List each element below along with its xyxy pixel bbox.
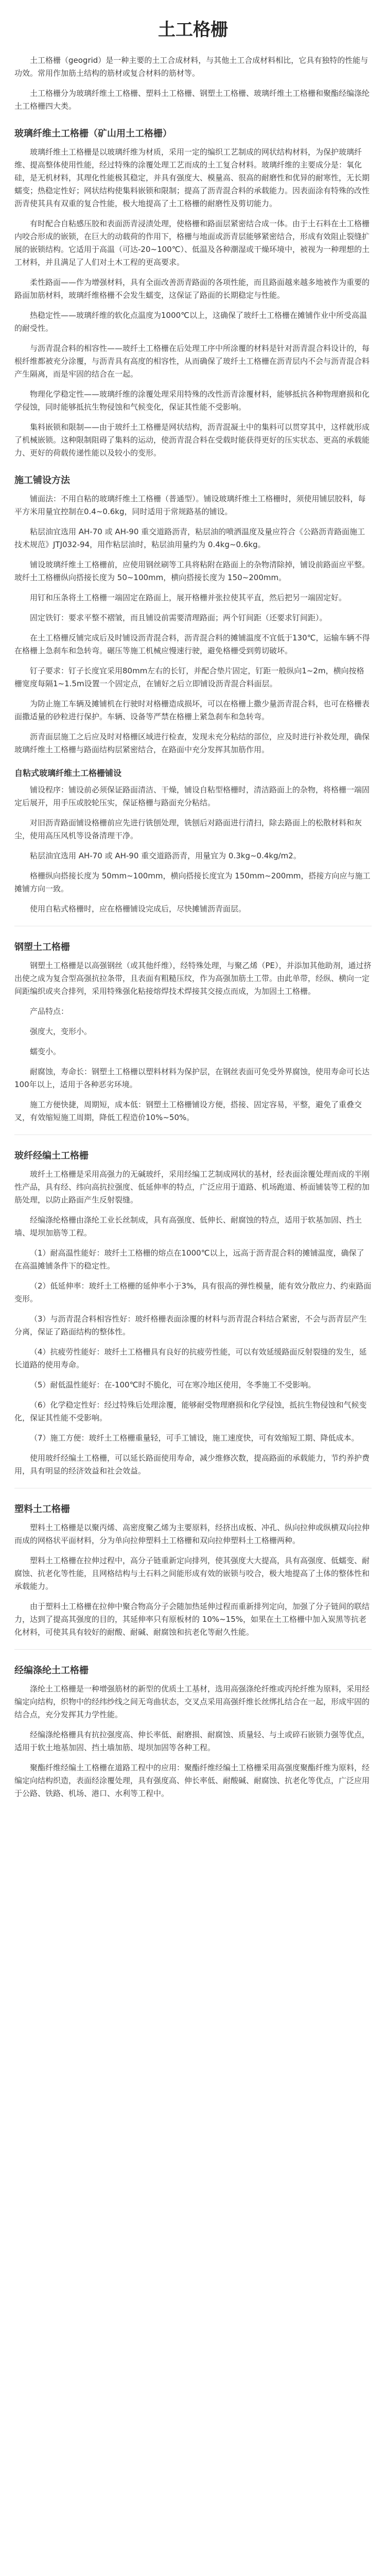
article-body: [14, 126, 372, 1800]
body-paragraph: 产品特点：: [30, 1007, 69, 1016]
body-paragraph: （2）低延伸率：玻纤土工格栅的延伸率小于3%，具有很高的弹性模量，能有效分散应力、约束路面变形。: [14, 1281, 372, 1303]
body-paragraph: 格栅纵向搭接长度为 50mm~100mm，横向搭接长度宜为 150mm~200mm，搭接方向应与施工摊铺方向一致。: [14, 871, 371, 893]
section-divider: [14, 1134, 372, 1135]
body-paragraph: 强度大，变形小。: [30, 1027, 92, 1036]
body-paragraph: 用钉和压条将土工格栅一端固定在路面上，展开格栅并张拉使其平直，然后把另一端固定好。: [30, 593, 347, 602]
body-paragraph: （3）与沥青混合料相容性好：玻纤格栅表面涂覆的材料与沥青混合料结合紧密，不会与沥青层产生分离，保证了路面结构的整体性。: [14, 1314, 367, 1336]
body-paragraph: （4）抗疲劳性能好：玻纤土工格栅具有良好的抗疲劳性能，可以有效延缓路面反射裂缝的发生，延长道路的使用寿命。: [14, 1347, 367, 1369]
body-paragraph: 为防止施工车辆及摊铺机在行驶时对格栅造成损坏，可以在格栅上撒少量沥青混合料，也可在格栅表面撒适量的砂粒进行保护。车辆、设备等严禁在格栅上紧急刹车和急转弯。: [14, 699, 370, 721]
body-paragraph: 热稳定性——玻璃纤维的软化点温度为1000℃以上，这确保了玻纤土工格栅在摊铺作业中所受高温的耐受性。: [14, 311, 367, 333]
body-paragraph: 铺设玻璃纤维土工格栅前，应使用钢丝刷等工具将粘附在路面上的杂物清除掉，铺设前路面应平整。玻纤土工格栅纵向搭接长度为 50~100mm，横向搭接长度为 150~200mm。: [14, 560, 370, 582]
body-paragraph: 柔性路面——作为增强材料，具有全面改善沥青路面的各项性能，而且路面越来越多地被作为重要的路面加筋材料，玻璃纤维格栅不会发生蠕变，这保证了路面的长期稳定与性能。: [14, 278, 370, 300]
section-heading: 塑料土工格栅: [14, 1504, 70, 1515]
body-paragraph: 施工方便快捷，周期短，成本低：钢塑土工格栅铺设方便，搭接、固定容易，平整，避免了重叠交叉，有效缩短施工周期，降低工程造价10%~50%。: [14, 1100, 362, 1122]
body-paragraph: （1）耐高温性能好：玻纤土工格栅的熔点在1000℃以上，远高于沥青混合料的摊铺温度，确保了在高温摊铺条件下的稳定性。: [14, 1248, 364, 1270]
intro-paragraph-2: 土工格栅分为玻璃纤维土工格栅、塑料土工格栅、钢塑土工格栅、玻璃纤维土工格栅和聚酯经编涤纶土工格栅四大类。: [14, 89, 370, 111]
body-paragraph: 粘层油宜选用 AH-70 或 AH-90 重交道路沥青，粘层油的喷洒温度及量应符合《公路沥青路面施工技术规范》JTJ032-94，用作粘层油时，粘层油用量约为 0.4kg~0.6kg。: [14, 527, 365, 549]
body-paragraph: （7）施工方便：玻纤土工格栅重量轻，可手工铺设，施工速度快，可有效缩短工期、降低成本。: [30, 1433, 359, 1443]
body-paragraph: 塑料土工格栅在拉伸过程中，高分子链重新定向排列，使其强度大大提高，具有高强度、低蠕变、耐腐蚀、抗老化等性能，且网格结构与土石料之间能形成有效的嵌锁与咬合，极大地提高了土体的整体性和承载能力。: [14, 1556, 370, 1591]
page-title: 土工格栅: [158, 20, 228, 40]
body-paragraph: 聚酯纤维经编土工格栅在道路工程中的应用：聚酯纤维经编土工格栅采用高强度聚酯纤维为原料，经编定向结构织造，表面经涂覆处理，具有强度高、伸长率低、耐酸碱、耐腐蚀、抗老化等优点，广泛应用于公路、铁路、机场、港口、水利等工程中。: [14, 1763, 370, 1798]
body-paragraph: 钢塑土工格栅是以高强钢丝（或其他纤维），经特殊处理，与聚乙烯（PE），并添加其他助剂，通过挤出使之成为复合型高强抗拉条带，且表面有粗糙压纹，作为高强加筋土工带。由此单带，经纵、横向一定间距编织或夹合排列，采用特殊强化粘接熔焊技术焊接其交接点而成，为加固土工格栅。: [14, 961, 372, 996]
body-paragraph: 玻纤土工格栅是采用高强力的无碱玻纤，采用经编工艺制成网状的基材，经表面涂覆处理而成的半刚性产品，具有经、纬向高抗拉强度、低延伸率的特点，广泛应用于道路、机场跑道、桥面铺装等工程的加筋处理，以防止路面产生反射裂缝。: [14, 1170, 370, 1205]
section-divider: [14, 1649, 372, 1650]
body-paragraph: 在土工格栅反铺完成后及时铺设沥青混合料，沥青混合料的摊铺温度不宜低于130℃，运输车辆不得在格栅上急刹车和急转弯。碾压等施工机械应慢速行驶，避免格栅受到剪切破坏。: [14, 633, 370, 655]
body-paragraph: 固定铁钉：要求平整不褶皱，而且铺设前需要清理路面；两个钉间距（还要求钉间距）。: [30, 613, 327, 622]
body-paragraph: 经编涤纶格栅由涤纶工业长丝制成，具有高强度、低伸长、耐腐蚀的特点，适用于软基加固、挡土墙、堤坝加筋等工程。: [14, 1215, 362, 1238]
body-paragraph: 使用玻纤经编土工格栅，可以延长路面使用寿命，减少维修次数，提高路面的承载能力，节约养护费用，具有明显的经济效益和社会效益。: [14, 1453, 370, 1476]
body-paragraph: 由于塑料土工格栅在拉伸中聚合物高分子会随加热延伸过程而重新排列定向，加强了分子链间的联结力，达到了提高其强度的目的，其延伸率只有原板材的 10%~15%，如果在土工格栅中加入炭黑等抗老化材料，可使其具有较好的耐酸、耐碱、耐腐蚀和抗老化等耐久性能。: [14, 1602, 370, 1637]
body-paragraph: 涤纶土工格栅是一种增强筋材的新型的优质土工基材，选用高强涤纶纤维或丙纶纤维为原料，采用经编定向结构，织物中的经纬纱线之间无弯曲状态，交叉点采用高强纤维长丝绑扎结合在一起，形成牢固的结合点，充分发挥其力学性能。: [14, 1684, 370, 1719]
body-paragraph: 使用自粘式格栅时，应在格栅铺设完成后，尽快摊铺沥青面层。: [30, 904, 247, 913]
section-heading: 玻璃纤维土工格栅（矿山用土工格栅）: [14, 128, 172, 139]
body-paragraph: 经编涤纶格栅具有抗拉强度高、伸长率低、耐磨损、耐腐蚀、质量轻、与土或碎石嵌锁力强等优点，适用于软土地基加固、挡土墙加筋、堤坝加固等各种工程。: [14, 1730, 370, 1752]
body-paragraph: 玻璃纤维土工格栅是以玻璃纤维为材质，采用一定的编织工艺制成的网状结构材料，为保护玻璃纤维、提高整体使用性能，经过特殊的涂覆处理工艺而成的土工复合材料。玻璃纤维的主要成分是：氧化硅，是无机材料，其理化性能极其稳定，并具有强度大、模量高、很高的耐磨性和优异的耐寒性，无长期蠕变；热稳定性好；网状结构使集料嵌锁和限制；提高了沥青混合料的承载能力。因表面涂有特殊的改性沥青使其具有双重的复合性能，极大地提高了土工格栅的耐磨性及剪切能力。: [14, 147, 370, 208]
body-paragraph: 与沥青混合料的相容性——玻纤土工格栅在后处理工序中所涂覆的材料是针对沥青混合料设计的，每根纤维都被充分涂覆，与沥青具有高度的相容性，从而确保了玻纤土工格栅在沥青层内不会与沥青混合料产生隔离，而是牢固的结合在一起。: [14, 344, 370, 379]
body-paragraph: 物理化学稳定性——玻璃纤维的涂覆处理采用特殊的改性沥青涂覆材料，能够抵抗各种物理磨损和化学侵蚀，同时能够抵抗生物侵蚀和气候变化，保证其性能不受影响。: [14, 389, 370, 412]
section-heading: 经编涤纶土工格栅: [14, 1665, 89, 1676]
body-paragraph: 集料嵌锁和限制——由于玻纤土工格栅是网状结构，沥青混凝土中的集料可以贯穿其中，这样就形成了机械嵌锁。这种限制阻碍了集料的运动，使沥青混合料在受载时能获得更好的压实状态、更高的承载能力、更好的荷载传递性能以及较小的变形。: [14, 422, 370, 457]
section-heading: 玻纤经编土工格栅: [14, 1150, 89, 1161]
subsection-heading: 自粘式玻璃纤维土工格栅铺设: [14, 768, 122, 778]
body-paragraph: 对旧沥青路面铺设格栅前应先进行铣刨处理，铣刨后对路面进行清扫，除去路面上的松散材料和灰尘，使用高压风机等设备清理干净。: [14, 818, 362, 840]
section-heading: 钢塑土工格栅: [14, 942, 70, 953]
body-paragraph: 铺设程序：铺设前必须保证路面清洁、干燥，铺设自粘型格栅时，清洁路面上的杂物，将格栅一端固定后展开，用手压或胶轮压实，保证格栅与路面充分粘结。: [14, 785, 370, 807]
body-paragraph: 沥青面层施工之后应及时对格栅区域进行检查，发现未充分粘结的部位，应及时进行补救处理，确保玻璃纤维土工格栅与路面结构层紧密结合，在路面中充分发挥其加筋作用。: [14, 732, 370, 754]
body-paragraph: 钉子要求：钉子长度宜采用80mm左右的长钉，并配合垫片固定，钉距一般纵向1~2m，横向按格栅宽度每隔1~1.5m设置一个固定点，在铺好之后立即铺设沥青混合料面层。: [14, 666, 364, 688]
section-heading: 施工铺设方法: [14, 475, 70, 486]
body-paragraph: 塑料土工格栅是以聚丙烯、高密度聚乙烯为主要原料，经挤出成板、冲孔、纵向拉伸或纵横双向拉伸而成的网格状平面材料，分为单向拉伸塑料土工格栅和双向拉伸塑料土工格栅两种。: [14, 1523, 370, 1545]
body-paragraph: 蠕变小。: [30, 1047, 61, 1056]
body-paragraph: （5）耐低温性能好：在-100℃时不脆化，可在寒冷地区使用，冬季施工不受影响。: [30, 1380, 316, 1389]
body-paragraph: 粘层油宜选用 AH-70 或 AH-90 重交道路沥青，用量宜为 0.3kg~0.4kg/m2。: [30, 851, 301, 860]
body-paragraph: 耐腐蚀，寿命长：钢塑土工格栅以塑料材料为保护层，在钢丝表面可免受外界腐蚀，使用寿命可长达100年以上，适用于各种恶劣环境。: [14, 1067, 370, 1089]
body-paragraph: 铺面法：不用自粘的玻璃纤维土工格栅（普通型）。铺设玻璃纤维土工格栅时，须使用铺层胶料，每平方米用量宜控制在0.4~0.6kg，同时适用于常规路基的铺设。: [14, 494, 366, 516]
body-paragraph: （6）化学稳定性好：经过特殊后处理涂覆，能够耐受物理磨损和化学侵蚀，抵抗生物侵蚀和气候变化，保证其性能不受影响。: [14, 1400, 367, 1422]
body-paragraph: 有时配合自粘感压胶和表面沥青浸渍处理，使格栅和路面层紧密结合成一体。由于土石料在土工格栅内咬合形成的嵌锁，在巨大的动载荷的作用下，格栅与地面或沥青层能够紧密结合，形成有效阻止裂缝扩展的嵌锁结构。它适用于高温（可达-20~100℃）、低温及各种潮湿或干燥环境中，被视为一种理想的土工材料，并且满足了人们对土木工程的更高要求。: [14, 219, 370, 267]
intro-paragraph-1: 土工格栅（geogrid）是一种主要的土工合成材料，与其他土工合成材料相比，它具有独特的性能与功效。常用作加筋土结构的筋材或复合材料的筋材等。: [14, 56, 369, 78]
